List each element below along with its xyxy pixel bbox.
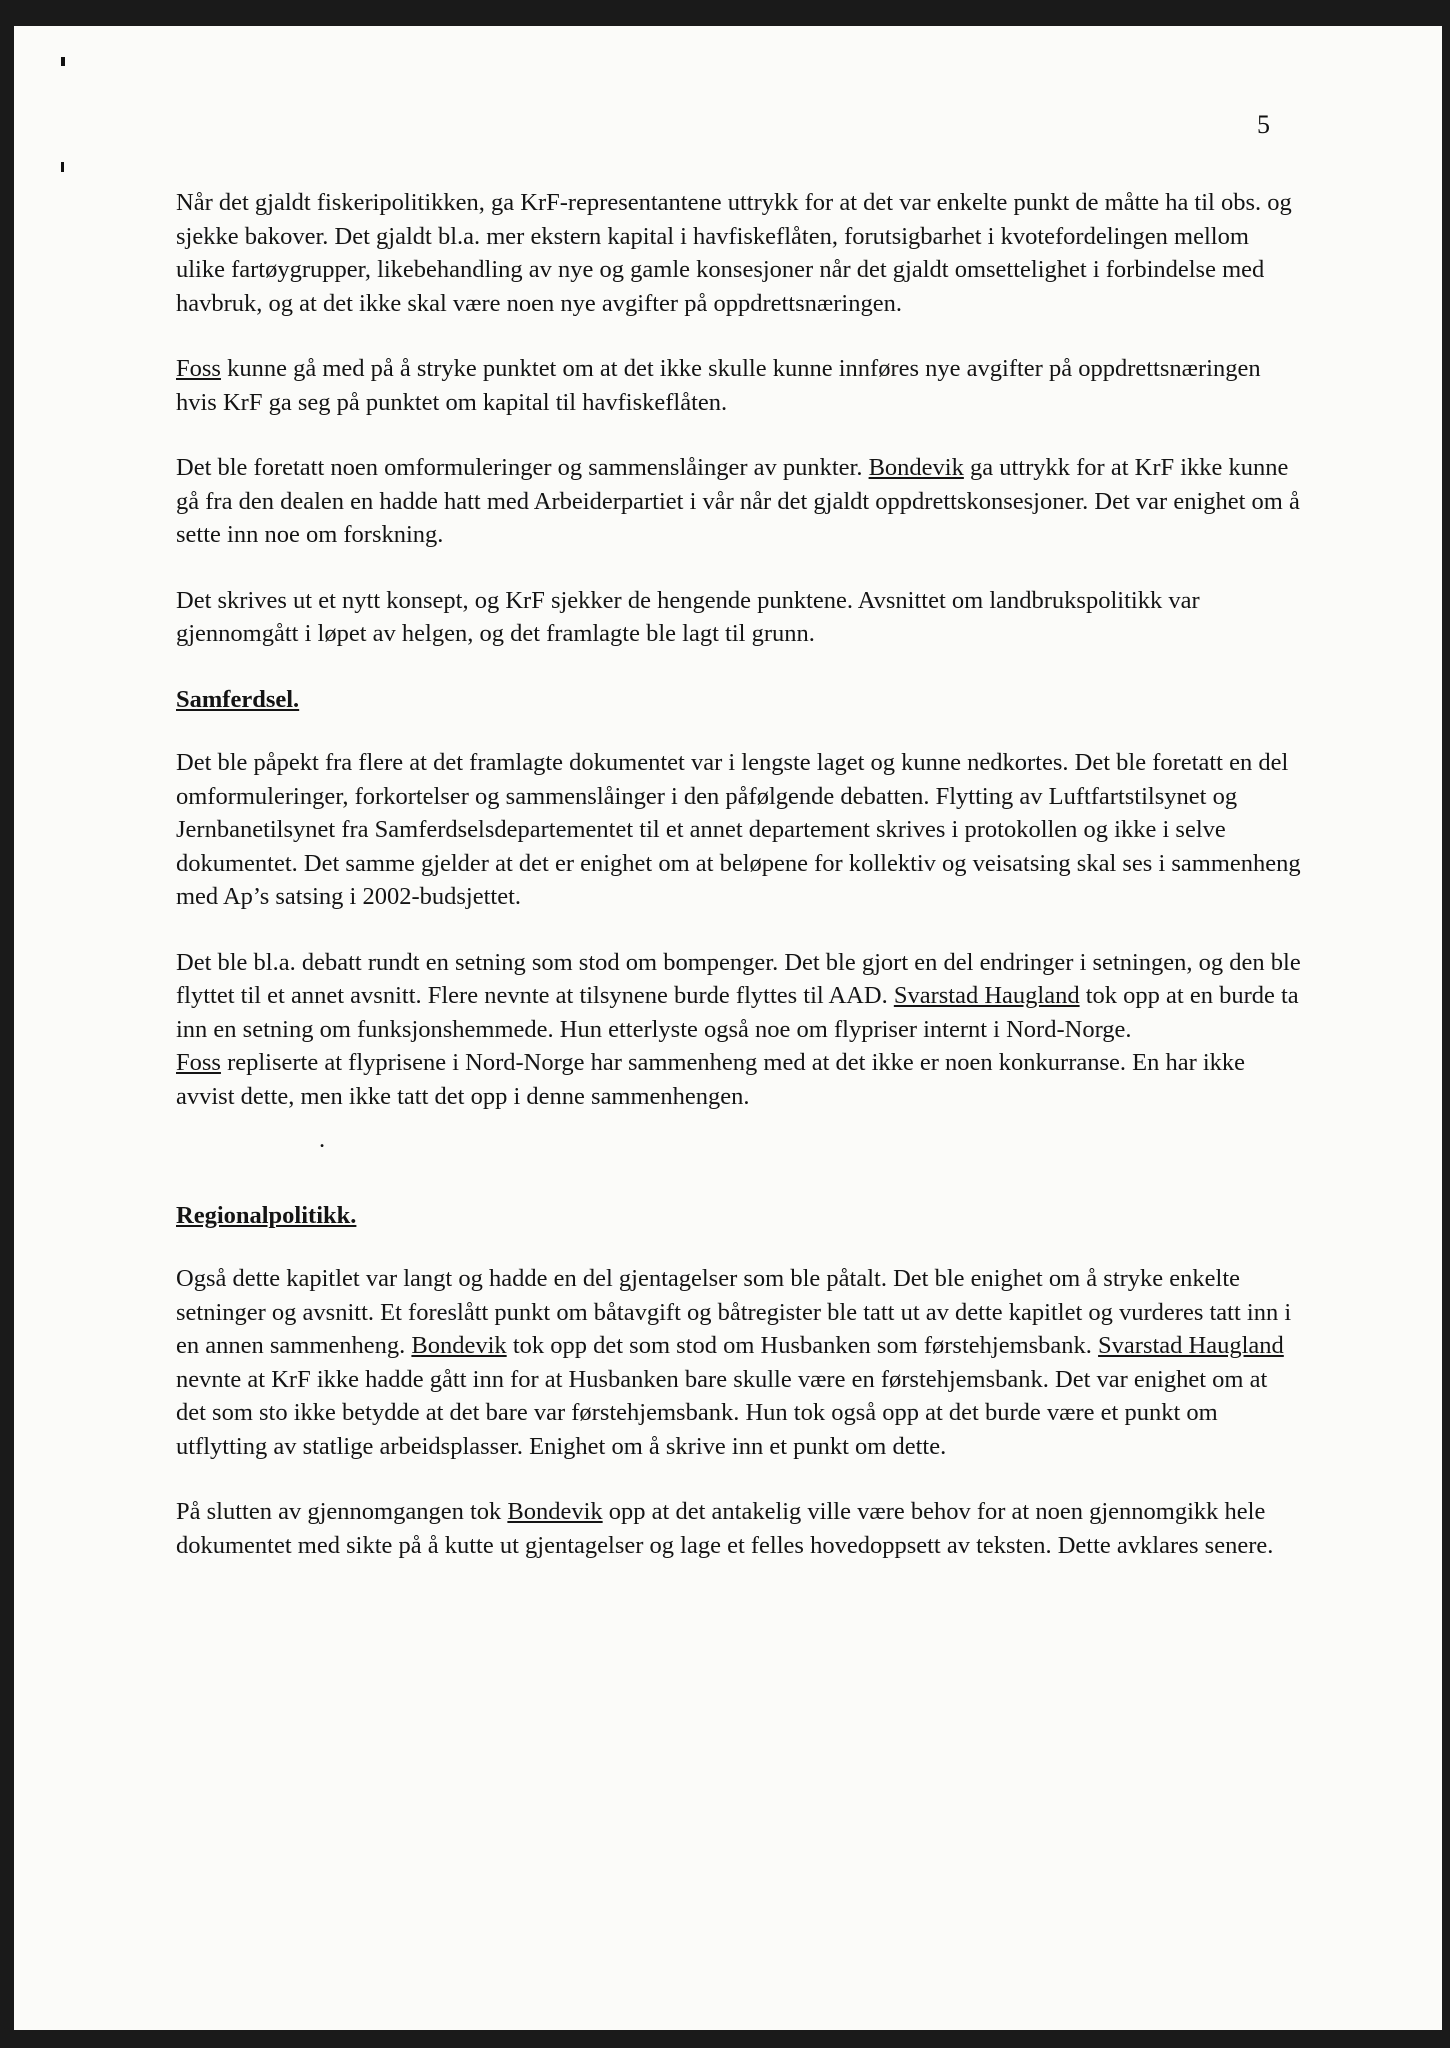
name-foss: Foss <box>176 1049 221 1076</box>
stray-dot-line <box>176 1123 1301 1157</box>
name-bondevik: Bondevik <box>868 454 964 481</box>
paragraph-bompenger <box>176 946 1301 1114</box>
paragraph-text: tok opp det som stod om Husbanken som førstehjemsbank. <box>506 1332 1099 1359</box>
page-number: 5 <box>1257 110 1270 139</box>
paragraph-text: kunne gå med på å stryke punktet om at det ikke skulle kunne innføres nye avgifter på oppdrettsnæringen hvis KrF ga seg på punktet om kapital til havfiskeflåten. <box>176 355 1261 416</box>
scan-mark <box>61 57 65 66</box>
paragraph-text: Også dette kapitlet var langt og hadde en del gjentagelser som ble påtalt. Det ble enighet om å stryke enkelte setninger og avsnitt. Et foreslått punkt om båtavgift og båtregister ble tatt ut av dette kapitlet og vurderes tatt inn i en annen sammenheng. <box>176 1265 1292 1359</box>
paragraph-slutten <box>176 1495 1301 1562</box>
paragraph-omformuleringer <box>176 451 1301 552</box>
paragraph-foss-avgifter <box>176 352 1301 419</box>
name-bondevik: Bondevik <box>411 1332 507 1359</box>
name-foss: Foss <box>176 355 221 382</box>
paragraph-text: repliserte at flyprisene i Nord-Norge har sammenheng med at det ikke er noen konkurranse. En har ikke avvist dette, men ikke tatt det opp i denne sammenhengen. <box>176 1049 1246 1110</box>
paragraph-samferdsel-dokument: Det ble påpekt fra flere at det framlagte dokumentet var i lengste laget og kunne nedkortes. Det ble foretatt en del omformuleringer, forkortelser og sammenslåinger i den påfølgende debatten. Flytting av Luftfartstilsynet og Jernbanetilsynet fra Samferdselsdepartementet til et annet departement skrives i protokollen og ikke i selve dokumentet. Det samme gjelder at det er enighet om at beløpene for kollektiv og veisatsing skal ses i sammenheng med Ap’s satsing i 2002-budsjettet. <box>176 749 1301 910</box>
paragraph-text: nevnte at KrF ikke hadde gått inn for at Husbanken bare skulle være en førstehjemsbank. Det var enighet om at det som sto ikke betydde at det bare var førstehjemsbank. Hun tok også opp at det burde være et punkt om utflytting av statlige arbeidsplasser. Enighet om å skrive inn et punkt om dette. <box>176 1365 1268 1460</box>
document-body <box>176 186 1301 1594</box>
paragraph-text: tok opp at en burde ta inn en setning om funksjonshemmede. Hun etterlyste også noe om flypriser internt i Nord-Norge. <box>176 982 1299 1043</box>
paragraph-fiskeripolitikk: Når det gjaldt fiskeripolitikken, ga KrF-representantene uttrykk for at det var enkelte punkt de måtte ha til obs. og sjekke bakover. Det gjaldt bl.a. mer ekstern kapital i havfiskeflåten, forutsigbarhet i kvotefordelingen mellom ulike fartøygrupper, likebehandling av nye og gamle konsesjoner når det gjaldt omsettelighet i forbindelse med havbruk, og at det ikke skal være noen nye avgifter på oppdrettsnæringen. <box>176 189 1292 317</box>
paragraph-text: Det ble bl.a. debatt rundt en setning som stod om bompenger. Det ble gjort en del endringer i setningen, og den ble flyttet til et annet avsnitt. Flere nevnte at tilsynene burde flyttes til AAD. <box>176 948 1301 1009</box>
name-svarstad-haugland: Svarstad Haugland <box>893 982 1080 1009</box>
heading-samferdsel: Samferdsel. <box>176 685 300 713</box>
paragraph-text: opp at det antakelig ville være behov for at noen gjennomgikk hele dokumentet med sikte på å kutte ut gjentagelser og lage et felles hovedoppsett av teksten. Dette avklares senere. <box>176 1498 1274 1559</box>
paragraph-text: ga uttrykk for at KrF ikke kunne gå fra den dealen en hadde hatt med Arbeiderpartiet i vår når det gjaldt oppdrettskonsesjoner. Det var enighet om å sette inn noe om forskning. <box>176 454 1300 548</box>
paragraph-nytt-konsept: Det skrives ut et nytt konsept, og KrF sjekker de hengende punktene. Avsnittet om landbrukspolitikk var gjennomgått i løpet av helgen, og det framlagte ble lagt til grunn. <box>176 586 1200 647</box>
heading-regionalpolitikk: Regionalpolitikk. <box>176 1201 357 1229</box>
paragraph-text: Det ble foretatt noen omformuleringer og sammenslåinger av punkter. <box>176 454 869 481</box>
stray-dot: . <box>319 1126 326 1153</box>
name-svarstad-haugland: Svarstad Haugland <box>1098 1332 1284 1359</box>
document-page <box>14 26 1442 2030</box>
paragraph-regionalpolitikk <box>176 1262 1301 1463</box>
name-bondevik: Bondevik <box>507 1498 603 1525</box>
scan-mark <box>61 162 64 172</box>
paragraph-text: På slutten av gjennomgangen tok <box>176 1498 508 1525</box>
